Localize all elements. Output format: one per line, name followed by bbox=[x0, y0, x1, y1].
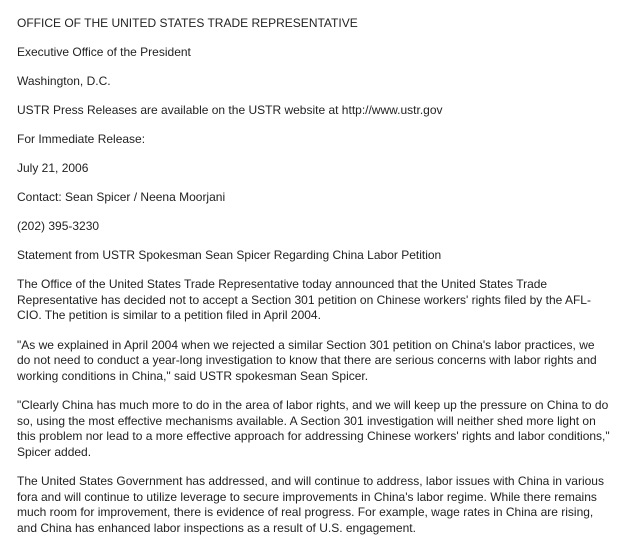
office-title: OFFICE OF THE UNITED STATES TRADE REPRESENTATIVE bbox=[17, 16, 358, 30]
release-label: For Immediate Release: bbox=[17, 132, 146, 146]
executive-office: Executive Office of the President bbox=[17, 45, 191, 59]
body-paragraph: "Clearly China has much more to do in the area of labor rights, and we will keep up the pressure on China to do so, using the most effective mechanisms available. A Section 301 investigation will neither shed more light on this problem nor lead to a more effective approach for addressing Chinese workers' rights and labor conditions," Spicer added. bbox=[17, 398, 610, 459]
body-paragraph: The United States Government has addressed, and will continue to address, labor issues with China in various fora and will continue to utilize leverage to secure improvements in China's labor regime. While there remains much room for improvement, there is evidence of real progress. For example, wage rates in China are rising, and China has enhanced labor inspections as a result of U.S. engagement. bbox=[17, 474, 604, 535]
statement-headline: Statement from USTR Spokesman Sean Spicer Regarding China Labor Petition bbox=[17, 248, 442, 262]
contact-line: Contact: Sean Spicer / Neena Moorjani bbox=[17, 190, 226, 204]
body-paragraph: "As we explained in April 2004 when we rejected a similar Section 301 petition on China's labor practices, we do not need to conduct a year-long investigation to know that there are serious concerns with labor rights and working conditions in China," said USTR spokesman Sean Spicer. bbox=[17, 337, 597, 383]
location: Washington, D.C. bbox=[17, 74, 111, 88]
phone-number: (202) 395-3230 bbox=[17, 219, 100, 233]
press-release-note: USTR Press Releases are available on the USTR website at http://www.ustr.gov bbox=[17, 103, 443, 117]
release-date: July 21, 2006 bbox=[17, 161, 89, 175]
body-paragraph: The Office of the United States Trade Representative today announced that the United States Trade Representative has decided not to accept a Section 301 petition on Chinese workers' rights filed by the AFL-CIO. The petition is similar to a petition filed in April 2004. bbox=[17, 277, 591, 322]
